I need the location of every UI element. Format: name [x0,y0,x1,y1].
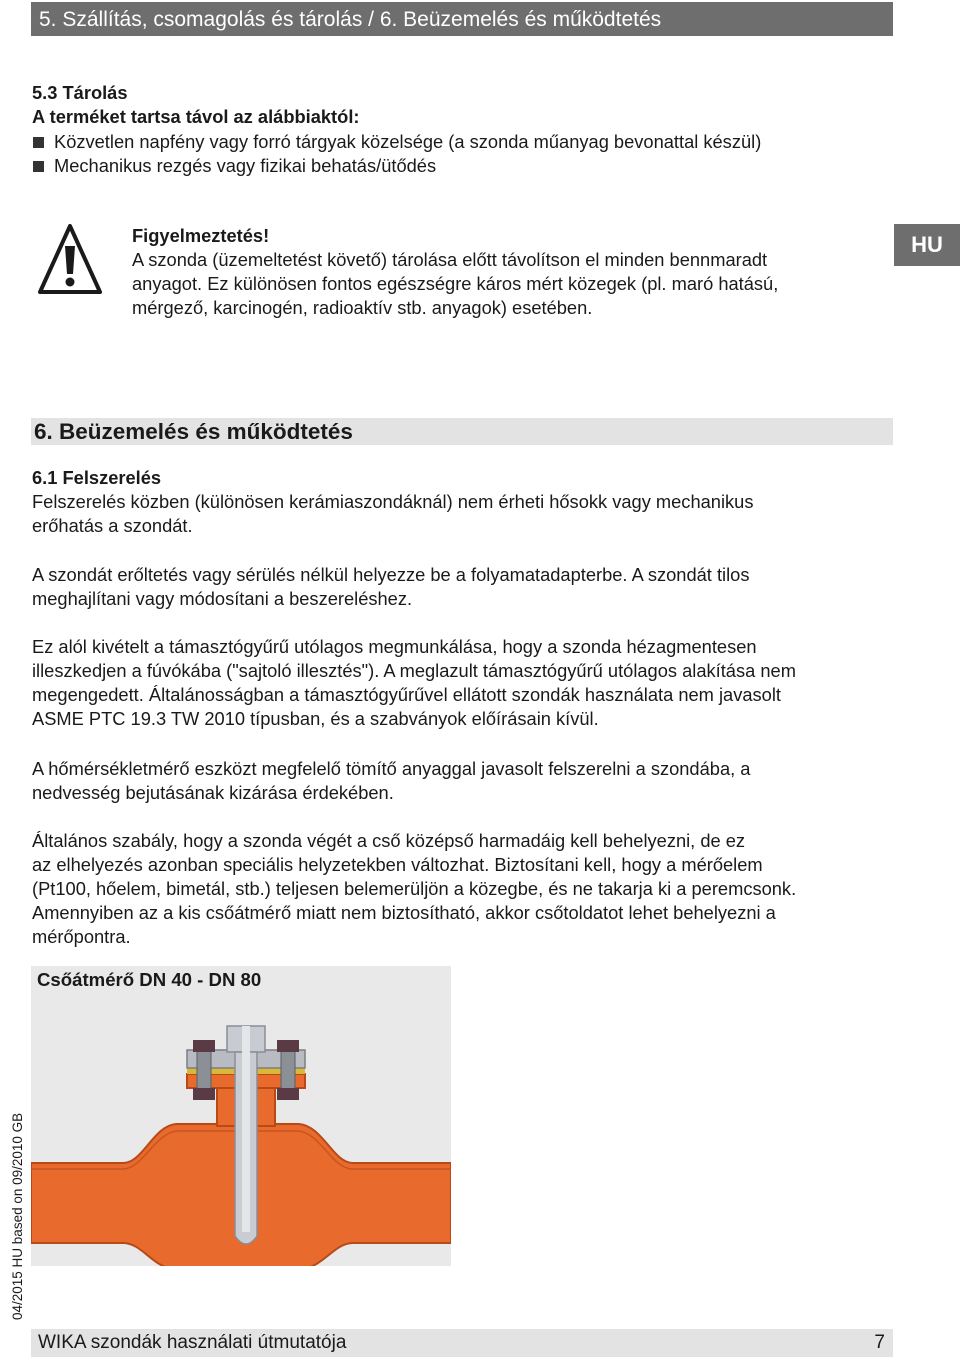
warning-title: Figyelmeztetés! [132,225,270,246]
thermowell-illustration [31,966,451,1266]
nut-left-bottom [193,1088,215,1100]
warning-block [132,224,852,320]
page-header [31,2,893,36]
paragraph [32,829,882,949]
paragraph [32,563,882,611]
paragraph [32,635,882,731]
thermowell-highlight [242,1026,250,1232]
paragraph [32,757,882,805]
bolt-left [197,1048,211,1092]
paragraph-line: (Pt100, hőelem, bimetál, stb.) teljesen belemerüljön a közegbe, és ne takarja ki a peremcsonk. [32,878,797,899]
list-item [32,154,761,178]
paragraph-line: A hőmérsékletmérő eszközt megfelelő tömítő anyaggal javasolt felszerelni a szondába, a [32,758,751,779]
paragraph-line: illeszkedjen a fúvókába ("sajtoló illesztés"). A meglazult támasztógyűrű utólagos alakítása nem [32,660,796,681]
paragraph-line: Felszerelés közben (különösen kerámiaszondáknál) nem érheti hősokk vagy mechanikus [32,491,754,512]
nut-right-bottom [277,1088,299,1100]
list-item [32,130,761,154]
bullet-square-icon [33,137,44,148]
bullet-text: Közvetlen napfény vagy forró tárgyak közelsége (a szonda műanyag bevonattal készül) [54,131,762,152]
paragraph-line: megengedett. Általánosságban a támasztógyűrűvel ellátott szondák használata nem javasolt [32,684,781,705]
bullet-text: Mechanikus rezgés vagy fizikai behatás/ütődés [54,155,437,176]
warning-line: A szonda (üzemeltetést követő) tárolása előtt távolítson el minden bennmaradt [132,249,768,270]
storage-intro: A terméket tartsa távol az alábbiaktól: [32,106,360,127]
section-heading-bar [31,418,893,445]
bolt-right [281,1048,295,1092]
edition-note: 04/2015 HU based on 09/2010 GB [10,1112,25,1320]
warning-triangle-icon [38,224,102,296]
installation-figure [31,966,451,1266]
paragraph-line: Amennyiben az a kis csőátmérő miatt nem biztosítható, akkor csőtoldatot lehet behelyezni a [32,902,776,923]
warning-line: mérgező, karcinogén, radioaktív stb. anyagok) esetében. [132,297,593,318]
language-badge: HU [894,224,960,266]
paragraph-line: erőhatás a szondát. [32,515,193,536]
warning-line: anyagot. Ez különösen fontos egészségre káros mért közegek (pl. maró hatású, [132,273,779,294]
nut-left-top [193,1040,215,1052]
footer-title: WIKA szondák használati útmutatója [38,1332,347,1353]
page-footer [31,1329,893,1357]
paragraph-line: mérőpontra. [32,926,131,947]
bullet-square-icon [33,161,44,172]
nut-right-top [277,1040,299,1052]
paragraph-line: az elhelyezés azonban speciális helyzetekben változhat. Biztosítani kell, hogy a mérőelem [32,854,763,875]
figure-caption: Csőátmérő DN 40 - DN 80 [37,969,262,990]
paragraph [32,490,882,538]
subsection-heading: 6.1 Felszerelés [32,467,162,488]
paragraph-line: Ez alól kivételt a támasztógyűrű utólagos megmunkálása, hogy a szonda hézagmentesen [32,636,757,657]
paragraph-line: nedvesség bejutásának kizárása érdekében. [32,782,394,803]
page-number: 7 [874,1332,885,1353]
paragraph-line: ASME PTC 19.3 TW 2010 típusban, és a szabványok előírásain kívül. [32,708,599,729]
header-title: 5. Szállítás, csomagolás és tárolás / 6. Beüzemelés és működtetés [39,8,662,31]
paragraph-line: meghajlítani vagy módosítani a beszereléshez. [32,588,413,609]
storage-bullet-list [32,130,761,178]
storage-heading: 5.3 Tárolás [32,82,128,103]
paragraph-line: A szondát erőltetés vagy sérülés nélkül helyezze be a folyamatadapterbe. A szondát tilos [32,564,750,585]
paragraph-line: Általános szabály, hogy a szonda végét a cső középső harmadáig kell behelyezni, de ez [32,830,746,851]
section-title: 6. Beüzemelés és működtetés [34,419,353,444]
